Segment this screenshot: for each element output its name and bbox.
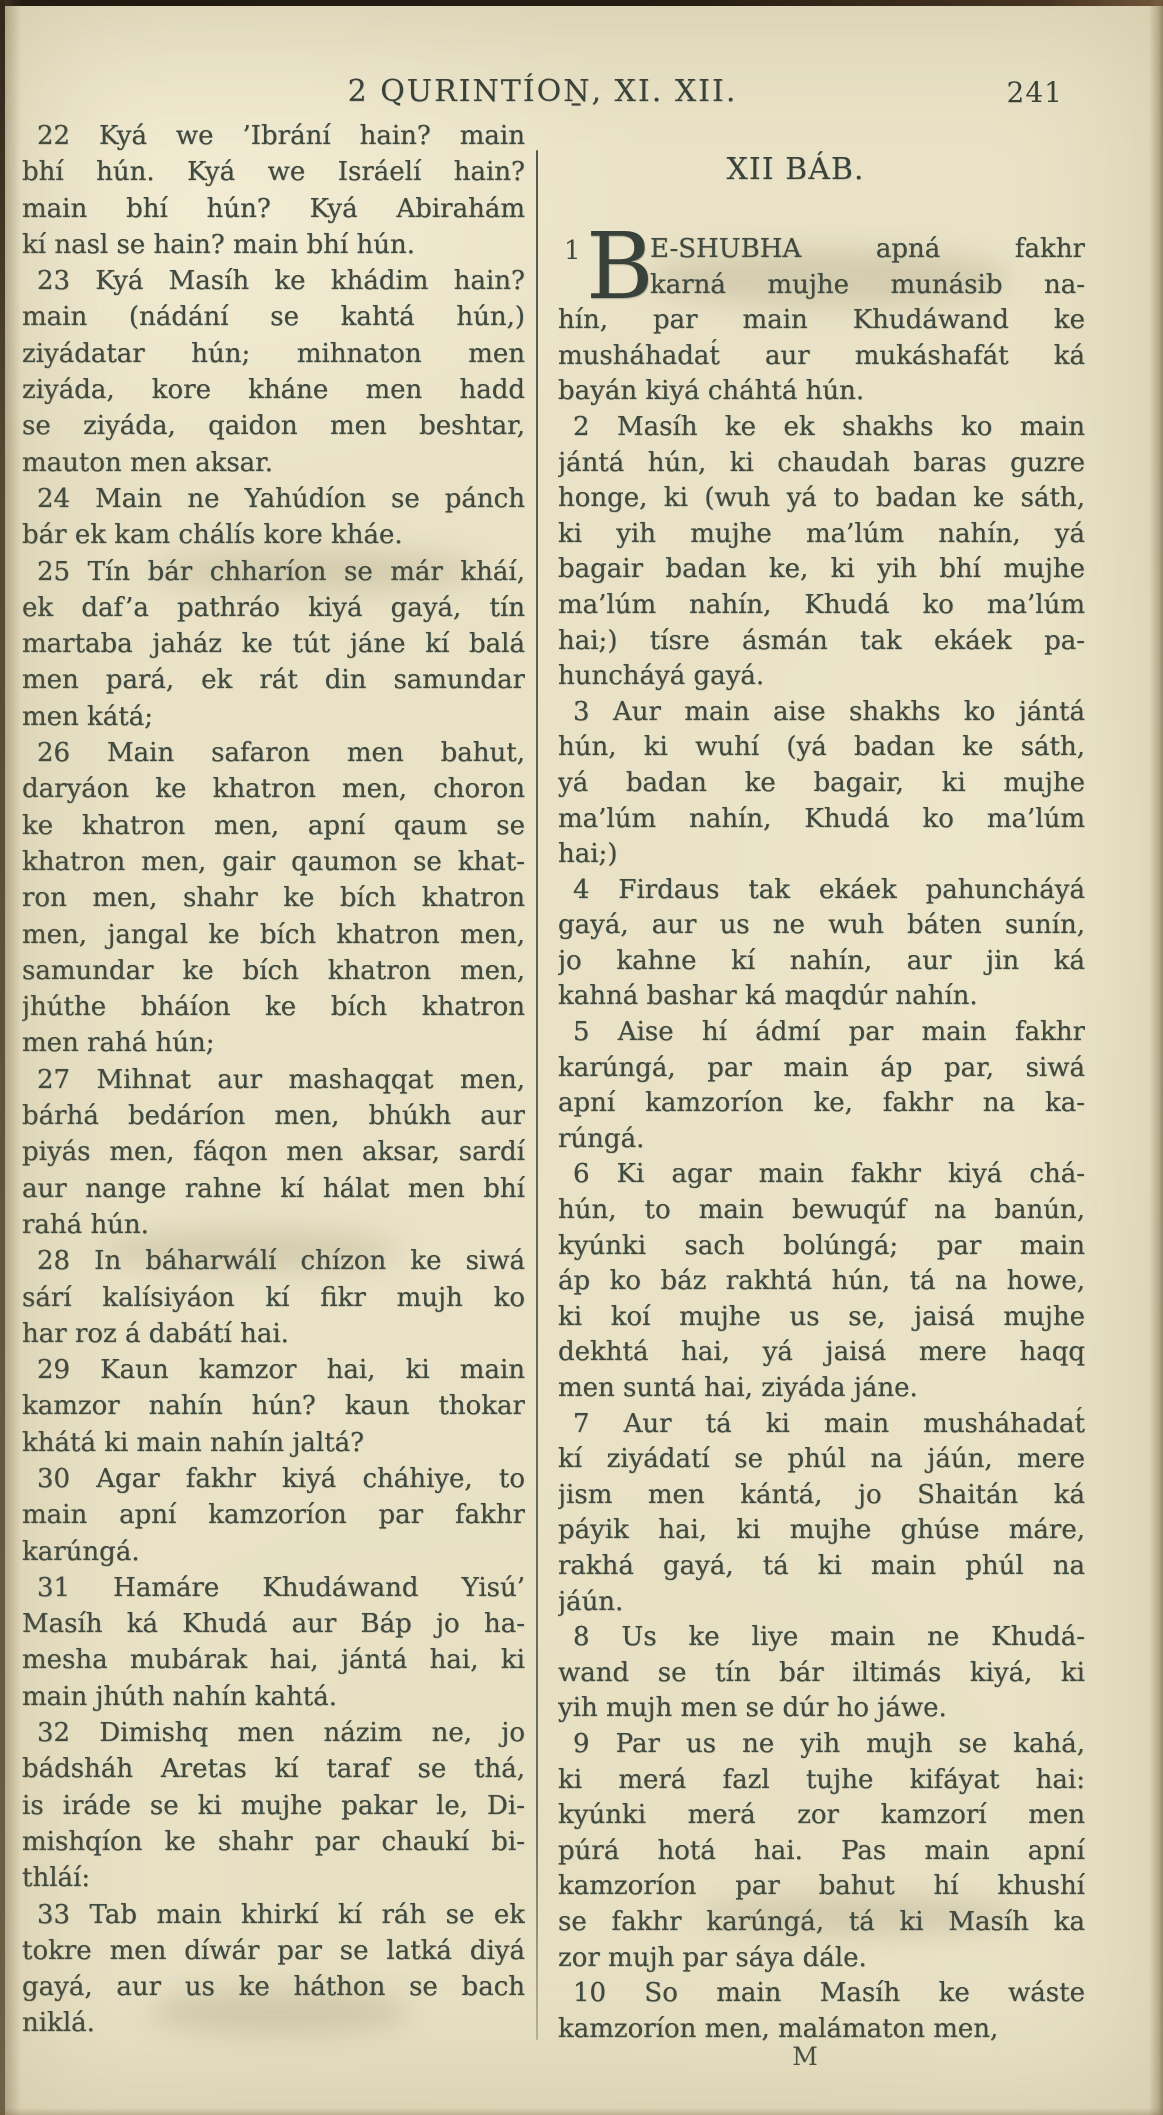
text-line: áp ko báz rakhtá hún, tá na howe, [558, 1266, 1085, 1297]
text-line: bayán kiyá cháhtá hún. [558, 376, 865, 407]
drop-cap: B [586, 213, 654, 320]
text-line: bagair badan ke, ki yih bhí mujhe [558, 554, 1085, 585]
text-line: kamzor nahín hún? kaun thokar [22, 1391, 525, 1422]
text-line: kahná bashar ká maqdúr nahín. [558, 981, 978, 1012]
text-line: 29 Kaun kamzor hai, ki main [37, 1355, 525, 1386]
verse-29 [22, 1352, 525, 1461]
text-line: kamzoríon par bahut hí khushí [558, 1871, 1085, 1902]
text-line: jáún. [558, 1586, 624, 1617]
chapter-heading: XII BÁB. [726, 152, 865, 187]
verse-24 [22, 481, 525, 554]
text-line: mesha mubárak hai, jántá hai, ki [22, 1645, 525, 1676]
page-header [22, 74, 1063, 112]
text-line: bhí hún. Kyá we Isráelí hain? [22, 157, 525, 188]
text-line: 26 Main safaron men bahut, [37, 738, 525, 769]
text-line: honge, ki (wuh yá to badan ke sáth, [558, 483, 1085, 514]
verse-26 [22, 735, 525, 1062]
text-line: jism men kántá, jo Shaitán ká [558, 1479, 1085, 1510]
text-line: sárí kalísiyáon kí fikr mujh ko [22, 1282, 525, 1313]
page-number: 241 [1006, 76, 1063, 109]
text-line: martaba jaház ke tút jáne kí balá [22, 629, 525, 660]
verse-3 [558, 695, 1085, 873]
verse-31 [22, 1570, 525, 1715]
text-line: hún, to main bewuqúf na banún, [558, 1195, 1085, 1226]
text-line: huncháyá gayá. [558, 661, 765, 692]
text-line: gayá, aur us ke háthon se bach [22, 1972, 525, 2003]
text-line: apní kamzoríon ke, fakhr na ka- [558, 1088, 1085, 1119]
text-line: men rahá hún; [22, 1028, 215, 1059]
text-line: 23 Kyá Masíh ke khádim hain? [37, 266, 525, 297]
text-line: ma’lúm nahín, Khudá ko ma’lúm [558, 589, 1085, 620]
text-line: se fakhr karúngá, tá ki Masíh ka [558, 1906, 1085, 1937]
text-line: 27 Mihnat aur mashaqqat men, [37, 1064, 525, 1095]
right-column [558, 150, 1085, 2047]
text-line: aur nange rahne kí hálat men bhí [22, 1173, 525, 1204]
text-line: 31 Hamáre Khudáwand Yisú’ [37, 1572, 525, 1603]
text-line: thláí: [22, 1863, 91, 1894]
text-line: main jhúth nahín kahtá. [22, 1681, 338, 1712]
text-line: 25 Tín bár chharíon se már kháí, [37, 556, 525, 587]
verse-23 [22, 263, 525, 481]
text-line: gayá, aur us ne wuh báten sunín, [558, 910, 1085, 941]
verse-8 [558, 1620, 1085, 1727]
text-line: E-SHUBHA apná fakhr [650, 234, 1085, 264]
text-line: ma’lúm nahín, Khudá ko ma’lúm [558, 803, 1085, 834]
text-line: khatron men, gair qaumon se khat- [22, 846, 525, 877]
text-line: jo kahne kí nahín, aur jin ká [558, 945, 1085, 976]
verse-6 [558, 1157, 1085, 1406]
text-line: yih mujh men se dúr ho jáwe. [558, 1693, 947, 1724]
text-line: jhúthe bháíon ke bích khatron [22, 992, 525, 1023]
text-line: 7 Aur tá ki main musháhadat́ [573, 1408, 1085, 1439]
text-line: rakhá gayá, tá ki main phúl na [558, 1550, 1085, 1581]
text-line: karná mujhe munásib na- [650, 269, 1085, 300]
text-line: tokre men díwár par se latká diyá [22, 1935, 525, 1966]
text-line: 4 Firdaus tak ekáek pahuncháyá [573, 874, 1085, 905]
text-line: jántá hún, ki chaudah baras guzre [558, 447, 1085, 478]
text-line: 22 Kyá we ’Ibrání hain? main [37, 121, 525, 151]
text-line: rúngá. [558, 1123, 645, 1154]
text-line: main apní kamzoríon par fakhr [22, 1500, 525, 1531]
text-line: 2 Masíh ke ek shakhs ko main [573, 411, 1085, 442]
text-line: 6 Ki agar main fakhr kiyá chá- [573, 1159, 1085, 1190]
text-line: 28 In báharwálí chízon ke siwá [37, 1246, 525, 1277]
right-column-verses [558, 213, 1085, 2047]
text-line: kyúnki sach bolúngá; par main [558, 1230, 1085, 1261]
text-line: bádsháh Aretas kí taraf se thá, [22, 1754, 525, 1785]
running-title: 2 QURINTÍOṈ, XI. XII. [347, 74, 738, 109]
verse-33 [22, 1897, 525, 2042]
text-line: 24 Main ne Yahúdíon se pánch [37, 483, 525, 514]
text-line: daryáon ke khatron men, choron [22, 774, 525, 805]
text-line: dekhtá hai, yá jaisá mere haqq [558, 1337, 1085, 1368]
text-line: yá badan ke bagair, ki mujhe [558, 767, 1085, 798]
text-line: 10 So main Masíh ke wáste [573, 1978, 1085, 2009]
text-line: páyik hai, ki mujhe ghúse máre, [558, 1515, 1085, 1546]
text-line: kamzoríon men, malámaton men, [558, 2013, 999, 2044]
text-line: mishqíon ke shahr par chaukí bi- [22, 1826, 525, 1857]
verse-32 [22, 1715, 525, 1896]
text-line: mauton men aksar. [22, 447, 273, 478]
text-line: hún, ki wuhí (yá badan ke sáth, [558, 732, 1085, 763]
text-line: men, jangal ke bích khatron men, [22, 919, 525, 950]
text-line: ke khatron men, apní qaum se [22, 810, 525, 841]
left-column [22, 118, 525, 2042]
text-line: men suntá hai, ziyáda jáne. [558, 1373, 918, 1403]
scan-left-edge-shadow [5, 0, 21, 2115]
text-line: ki merá fazl tujhe kifáyat hai: [558, 1764, 1085, 1795]
verse-30 [22, 1461, 525, 1570]
text-line: bárhá bedáríon men, bhúkh aur [22, 1101, 525, 1132]
text-line: is iráde se ki mujhe pakar le, Di- [22, 1790, 525, 1821]
text-line: púrá hotá hai. Pas main apní [558, 1835, 1085, 1866]
text-line: rahá hún. [22, 1209, 149, 1240]
text-line: 33 Tab main khirkí kí ráh se ek [37, 1899, 525, 1930]
text-line: ki koí mujhe us se, jaisá mujhe [558, 1301, 1085, 1332]
text-line: niklá. [22, 2008, 95, 2039]
verse-9 [558, 1727, 1085, 1976]
verse-2 [558, 410, 1085, 695]
text-line: hín, par main Khudáwand ke [558, 305, 1085, 336]
scan-top-edge [0, 0, 1163, 6]
signature-mark: M [792, 2042, 819, 2071]
verse-10 [558, 1976, 1085, 2047]
verse-1 [558, 213, 1085, 410]
text-line: karúngá, par main áp par, siwá [558, 1052, 1085, 1083]
text-line: men pará, ek rát din samundar [22, 665, 525, 696]
text-line: wand se tín bár iltimás kiyá, ki [558, 1657, 1085, 1688]
text-line: ziyádatar hún; mihnaton men [22, 338, 525, 369]
text-line: har roz á dabátí hai. [22, 1318, 289, 1349]
text-line: bár ek kam chálís kore kháe. [22, 520, 403, 551]
text-line: 9 Par us ne yih mujh se kahá, [573, 1728, 1085, 1759]
column-divider-rule [536, 150, 538, 2040]
text-line: se ziyáda, qaidon men beshtar, [22, 411, 525, 442]
text-line: 5 Aise hí ádmí par main fakhr [573, 1017, 1085, 1048]
text-line: hai;) tísre ásmán tak ekáek pa- [558, 625, 1085, 656]
text-line: ron men, shahr ke bích khatron [22, 883, 525, 914]
text-line: musháhadat́ aur mukáshafát ká [558, 340, 1085, 371]
text-line: samundar ke bích khatron men, [22, 955, 525, 986]
text-line: 32 Dimishq men názim ne, jo [37, 1718, 525, 1749]
text-line: main bhí hún? Kyá Abirahám [22, 193, 525, 224]
verse-number: 1 [564, 236, 581, 266]
verse-4 [558, 873, 1085, 1015]
text-line: 8 Us ke liye main ne Khudá- [573, 1622, 1085, 1653]
text-line: karúngá. [22, 1536, 140, 1567]
scan-bottom-edge [0, 2108, 1163, 2115]
verse-28 [22, 1243, 525, 1352]
scan-right-edge [1149, 0, 1163, 2115]
text-line: kí nasl se hain? main bhí hún. [22, 229, 415, 260]
text-line: ek daf’a pathráo kiyá gayá, tín [22, 592, 525, 623]
text-line: zor mujh par sáya dále. [558, 1942, 867, 1973]
verse-27 [22, 1062, 525, 1243]
text-line: 30 Agar fakhr kiyá cháhiye, to [37, 1463, 525, 1494]
text-line: hai;) [558, 839, 618, 870]
text-line: kyúnki merá zor kamzorí men [558, 1800, 1085, 1831]
text-line: main (nádání se kahtá hún,) [22, 302, 525, 333]
text-line: kí ziyádatí se phúl na jáún, mere [558, 1444, 1085, 1475]
text-line: Masíh ká Khudá aur Báp jo ha- [22, 1609, 525, 1640]
text-line: ki yih mujhe ma’lúm nahín, yá [558, 518, 1085, 549]
verse-5 [558, 1015, 1085, 1157]
text-line: khátá ki main nahín jaltá? [22, 1427, 365, 1458]
verse-7 [558, 1407, 1085, 1621]
verse-22 [22, 118, 525, 263]
text-line: 3 Aur main aise shakhs ko jántá [573, 696, 1085, 727]
text-line: men kátá; [22, 701, 154, 732]
text-line: piyás men, fáqon men aksar, sardí [22, 1137, 525, 1168]
verse-25 [22, 554, 525, 735]
text-line: ziyáda, kore kháne men hadd [22, 375, 525, 406]
